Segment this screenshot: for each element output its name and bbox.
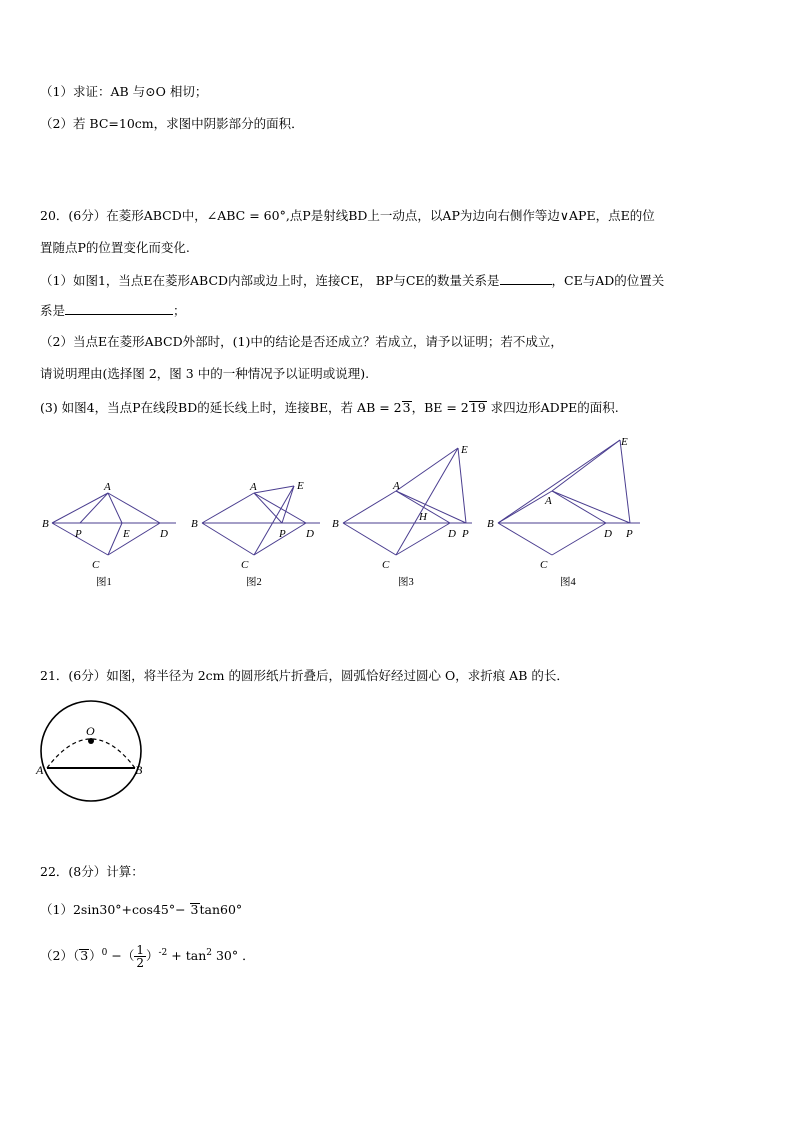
q21-label-A: A [36, 763, 44, 777]
fig3-label-H: H [419, 511, 427, 523]
q20-line1: 20．(6分）在菱形ABCD中，∠ABC = 60°,点P是射线BD上一动点，以AP为边向右侧作等边∨APE，点E的位 [40, 208, 655, 223]
q22-part2-text-d: ） [146, 948, 159, 964]
fraction-numerator: 1 [136, 943, 144, 958]
q20-line2: 置随点P的位置变化而变化. [40, 240, 190, 255]
q20-line4-text: 系是 [40, 303, 66, 318]
fig4-label-P: P [626, 528, 633, 540]
fig3-label-D: D [448, 528, 456, 540]
q19-part2: （2）若 BC=10cm，求图中阴影部分的面积． [40, 116, 304, 131]
fig4-label-B: B [487, 518, 494, 530]
fig2-label-D: D [306, 528, 314, 540]
figure-1 [52, 493, 176, 555]
sqrt-3-p2: 3 [80, 948, 89, 964]
q20-line5: （2）当点E在菱形ABCD外部时，(1)中的结论是否还成立？若成立，请予以证明；若不成立， [40, 334, 563, 349]
fig3-label-E: E [461, 444, 468, 456]
fig3-label-B: B [332, 518, 339, 530]
q20-line6: 请说明理由(选择图 2，图 3 中的一种情况予以证明或说理). [40, 366, 370, 381]
fig2-label-C: C [241, 559, 249, 571]
q22-part1 [40, 902, 242, 918]
fig1-caption: 图1 [96, 577, 112, 588]
fig3-label-P: P [462, 528, 469, 540]
q22-title: 22．(8分）计算： [40, 864, 144, 879]
fig3-label-A: A [393, 480, 400, 492]
exponent-zero: 0 [101, 948, 108, 958]
q20-line7 [40, 400, 619, 416]
q20-figures [0, 430, 794, 600]
q21-text: 21．(6分）如图，将半径为 2cm 的圆形纸片折叠后，圆弧恰好经过圆心 O，求折痕 AB 的长． [40, 668, 569, 683]
q22-part2 [40, 938, 255, 971]
fig1-label-P: P [75, 528, 82, 540]
fig4-label-E: E [621, 436, 628, 448]
q20-line7-text-b: ，BE = 2 [411, 400, 469, 415]
fig1-label-B: B [42, 518, 49, 530]
sqrt-19: 19 [469, 400, 486, 415]
q22-part1-text-b: tan60° [199, 902, 243, 917]
fig1-label-D: D [160, 528, 168, 540]
fig1-label-A: A [104, 481, 111, 493]
fig2-label-E: E [297, 480, 304, 492]
answer-blank-2[interactable] [65, 302, 173, 315]
q20-line4-text-b: ； [173, 303, 186, 318]
fig3-label-C: C [382, 559, 390, 571]
sqrt-3-p1: 3 [190, 902, 199, 917]
q20-line7-text: (3) 如图4，当点P在线段BD的延长线上时，连接BE，若 AB = 2 [40, 400, 402, 415]
q22-part2-text: （2）（ [40, 948, 80, 964]
fig1-label-C: C [92, 559, 100, 571]
fig2-label-P: P [279, 528, 286, 540]
fig4-label-C: C [540, 559, 548, 571]
fig4-label-D: D [604, 528, 612, 540]
fraction-denominator: 2 [136, 956, 144, 971]
q20-line3-text-b: ，CE与AD的位置关 [551, 273, 665, 288]
exponent-neg2: -2 [158, 948, 168, 958]
q22-part2-text-b: ） [89, 948, 102, 964]
q22-part2-text-e: + tan [167, 948, 207, 964]
q20-line7-text-c: 求四边形ADPE的面积. [486, 400, 619, 415]
q22-part2-text-f: 30° ． [211, 948, 255, 964]
q21-label-O: O [86, 724, 95, 738]
fig3-caption: 图3 [398, 577, 414, 588]
q22-part2-text-c: −（ [107, 948, 135, 964]
q20-line3 [40, 272, 664, 289]
q20-line3-text: （1）如图1，当点E在菱形ABCD内部或边上时，连接CE， BP与CE的数量关系是 [40, 273, 500, 288]
q21-figure [30, 700, 160, 810]
fraction-one-half [134, 944, 146, 969]
q20-line4 [40, 302, 186, 319]
figure-4 [498, 440, 640, 555]
figure-2 [202, 486, 320, 555]
answer-blank-1[interactable] [500, 272, 552, 285]
sqrt-3: 3 [402, 400, 411, 415]
fig4-caption: 图4 [560, 577, 576, 588]
fig2-label-B: B [191, 518, 198, 530]
q22-part1-text: （1）2sin30°+cos45°− [40, 902, 190, 917]
exponent-2: 2 [206, 948, 212, 958]
q19-part1: （1）求证：AB 与⊙O 相切； [40, 84, 208, 99]
fig4-label-A: A [545, 495, 552, 507]
fig2-label-A: A [250, 481, 257, 493]
fig2-caption: 图2 [246, 577, 262, 588]
q21-label-B: B [135, 763, 143, 777]
fig1-label-E: E [123, 528, 130, 540]
